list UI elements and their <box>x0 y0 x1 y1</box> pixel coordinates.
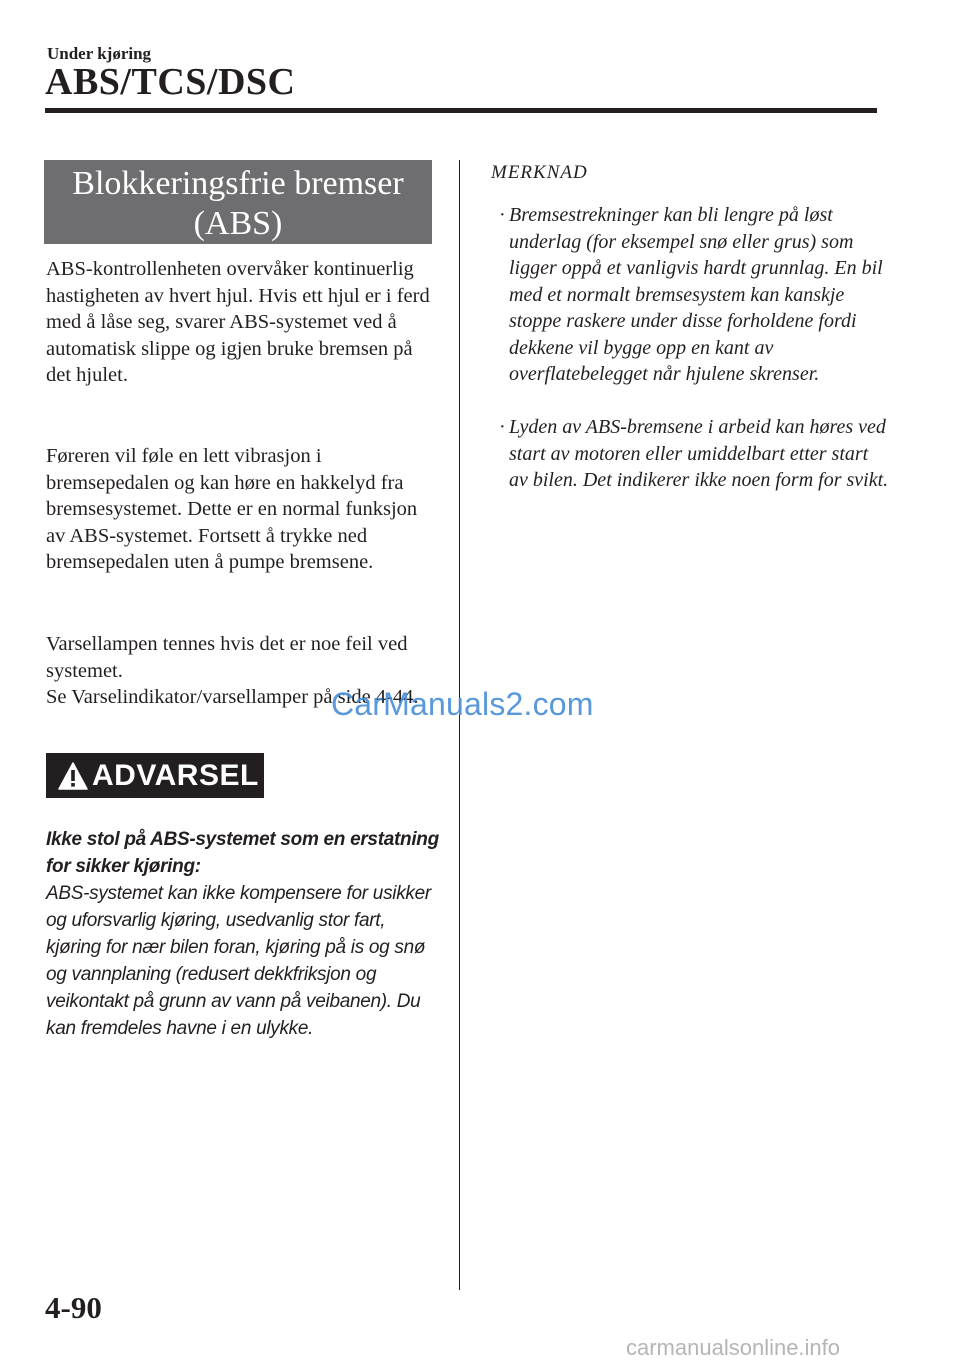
warning-heading: Ikke stol på ABS-systemet som en erstatning for sikker kjøring: <box>46 829 439 877</box>
column-divider <box>459 160 460 1290</box>
note-title: MERKNAD <box>491 162 588 183</box>
note-item <box>491 202 891 388</box>
body-paragraph: Føreren vil føle en lett vibrasjon i bremsepedalen og kan høre en hakkelyd fra bremsesystemet. Dette er en normal funksjon av ABS-systemet. Fortsett å trykke ned bremsepedalen uten å pumpe bremsene. <box>46 445 418 573</box>
note-text: Bremsestrekninger kan bli lengre på løst underlag (for eksempel snø eller grus) som ligger oppå et vanligvis hardt grunnlag. En bil med et normalt bremsesystem kan kanskje stoppe raskere under disse forholdene fordi dekkene vil bygge opp en kant av overflatebelegget når hjulene skrenser. <box>509 204 883 385</box>
topic-title-box <box>44 160 432 244</box>
body-paragraph: ABS-kontrollenheten overvåker kontinuerlig hastigheten av hvert hjul. Hvis ett hjul er i ferd med å låse seg, svarer ABS-systemet ved å automatisk slippe og igjen bruke bremsen på det hjulet. <box>46 258 430 386</box>
section-title: ABS/TCS/DSC <box>45 61 296 103</box>
topic-title-line-2: (ABS) <box>193 205 283 242</box>
warning-triangle-icon <box>58 762 88 790</box>
note-text: Lyden av ABS-bremsene i arbeid kan høres ved start av motoren eller umiddelbart etter start av bilen. Det indikerer ikke noen form for svikt. <box>509 416 889 491</box>
header-divider <box>45 108 877 113</box>
footer-watermark: carmanualsonline.info <box>626 1335 841 1360</box>
warning-body: ABS-systemet kan ikke kompensere for usikker og uforsvarlig kjøring, usedvanlig stor fart, kjøring for nær bilen foran, kjøring på is og snø og vannplaning (redusert dekkfriksjon og veikontakt på grunn av vann på veibanen). Du kan fremdeles havne i en ulykke. <box>46 883 431 1039</box>
body-paragraph-line: Varsellampen tennes hvis det er noe feil ved systemet. <box>46 633 408 682</box>
cross-reference: Se Varselindikator/varsellamper på side 4-44. <box>46 686 419 708</box>
bullet: · <box>499 416 506 438</box>
section-label: Under kjøring <box>47 44 152 63</box>
watermark: CarManuals2.com <box>331 686 594 722</box>
warning-label: ADVARSEL <box>92 758 259 792</box>
note-item <box>491 414 891 494</box>
topic-title-line-1: Blokkeringsfrie bremser <box>72 165 404 202</box>
warning-badge <box>46 753 264 798</box>
warning-text <box>46 826 441 1042</box>
page-number: 4-90 <box>45 1290 102 1325</box>
bullet: · <box>499 204 506 226</box>
